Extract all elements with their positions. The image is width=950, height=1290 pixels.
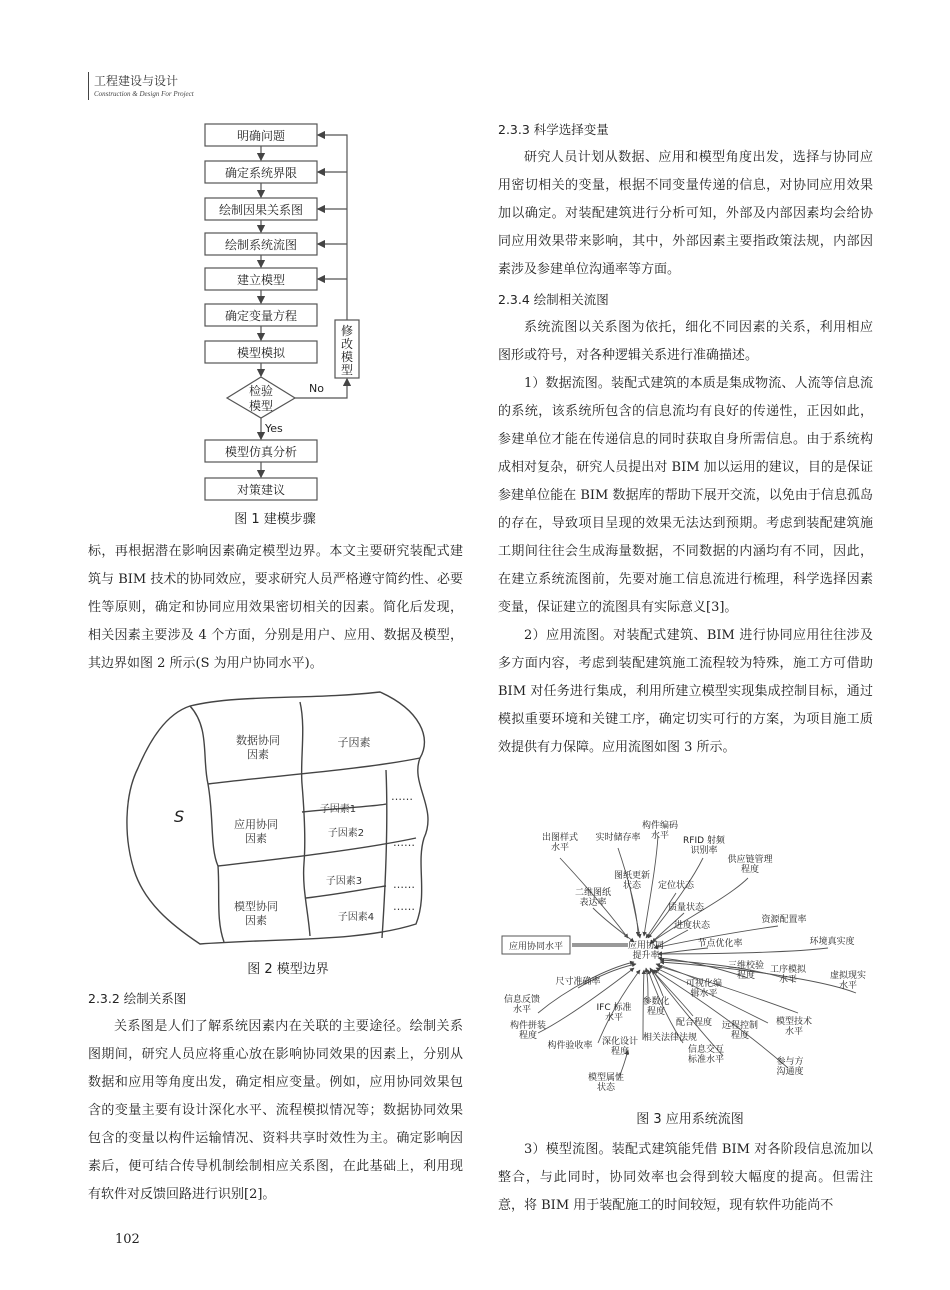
sub-factor-1: 子因素1: [319, 804, 357, 815]
var-label: 表达率: [579, 898, 607, 908]
var-label: 状态: [622, 881, 642, 891]
var-label: 实时储存率: [595, 833, 641, 843]
var-label: RFID 射频: [683, 836, 725, 846]
left-column-text: [88, 538, 463, 678]
var-label: 参数化: [642, 997, 670, 1007]
no-label: No: [309, 382, 324, 395]
var-label: 水平: [604, 1013, 624, 1023]
var-label: 水平: [784, 1027, 804, 1037]
var-label: 进度状态: [673, 921, 711, 931]
step-label: 确定变量方程: [224, 309, 298, 323]
paragraph: 关系图是人们了解系统因素内在关联的主要途径。绘制关系图期间，研究人员应将重心放在影响协同效果的因素上，分别从数据和应用等角度出发，确定相应变量。例如，应用协同效果包含的变量主要有设计深化水平、流程模拟情况等；数据协同效果包含的变量以构件运输情况、资料共享时效性为主。确定影响因素后，便可结合传导机制绘制相应关系图，在此基础上，利用现有软件对反馈回路进行识别[2]。: [88, 1019, 463, 1202]
var-label: 二维图纸: [574, 888, 612, 898]
model-factor-label: 模型协同: [234, 900, 278, 913]
data-factor-label: 数据协同: [236, 734, 280, 747]
dots: ……: [393, 900, 415, 913]
data-factor-label: 因素: [247, 748, 269, 761]
var-label: 构件拼装: [509, 1021, 547, 1031]
step-label: 建立模型: [236, 273, 286, 287]
var-label: 虚拟现实: [829, 971, 867, 981]
figure-3-caption: 图 3 应用系统流图: [636, 1112, 744, 1127]
journal-title: 工程建设与设计: [94, 74, 179, 88]
var-label: 出图样式: [541, 833, 579, 843]
var-label: 参与方: [776, 1057, 804, 1067]
step-label: 模型仿真分析: [224, 445, 298, 459]
model-factor-label: 因素: [245, 914, 267, 927]
var-label: 程度: [740, 865, 760, 875]
var-label: 深化设计: [601, 1037, 639, 1047]
h-divider: [306, 886, 386, 898]
sub-factor-2: 子因素2: [327, 828, 365, 839]
var-label: 辑水平: [690, 989, 718, 999]
right-column-text-end: [498, 1136, 873, 1220]
step-label: 绘制系统流图: [224, 238, 298, 252]
section-heading: 2.3.2 绘制关系图: [88, 991, 187, 1006]
var-label: 相关法律法规: [642, 1033, 698, 1043]
figure-2-boundary: [120, 688, 442, 950]
var-label: 程度: [518, 1031, 538, 1041]
var-label: 模型技术: [775, 1017, 813, 1027]
var-label: 程度: [610, 1047, 630, 1057]
var-label: 模型属性: [587, 1073, 625, 1083]
var-label: 供应链管理: [727, 855, 773, 865]
var-label: 水平: [778, 975, 798, 985]
modify-label: 修: [340, 324, 354, 338]
step-label: 确定系统界限: [224, 166, 298, 180]
figure-1-caption: 图 1 建模步骤: [234, 512, 316, 527]
var-label: 配合程度: [675, 1018, 713, 1028]
step-label: 绘制因果关系图: [218, 203, 304, 217]
var-label: 程度: [646, 1007, 666, 1017]
var-label: 水平: [512, 1005, 532, 1015]
sub-factor-3: 子因素3: [325, 876, 363, 887]
dots: ……: [393, 836, 415, 849]
section-heading: 2.3.3 科学选择变量: [498, 122, 609, 137]
center-node: 应用协同: [627, 941, 665, 951]
var-label: 节点优化率: [697, 939, 743, 949]
modify-label: 改: [340, 337, 354, 351]
decision-label: 模型: [248, 399, 274, 413]
dots: ……: [391, 790, 413, 803]
s-label: S: [174, 807, 185, 826]
paragraph: 研究人员计划从数据、应用和模型角度出发，选择与协同应用密切相关的变量，根据不同变量传递的信息，对协同应用效果加以确定。对装配建筑进行分析可知，外部及内部因素均会给协同应用效果带来影响，其中，外部因素主要指政策法规，内部因素涉及参建单位沟通率等方面。: [498, 150, 873, 277]
var-label: 状态: [596, 1083, 616, 1093]
h-divider: [208, 758, 420, 784]
decision-label: 检验: [248, 384, 274, 398]
var-label: 远程控制: [721, 1021, 759, 1031]
page-number: 102: [115, 1232, 140, 1247]
var-label: 沟通度: [776, 1067, 804, 1077]
modify-label: 型: [340, 363, 354, 377]
paragraph: 2）应用流图。对装配式建筑、BIM 进行协同应用往往涉及多方面内容，考虑到装配建筑施工流程较为特殊，施工方可借助 BIM 对任务进行集成，利用所建立模型实现集成控制目标，通过模拟重要环境和关键工序，确定切实可行的方案，为项目施工质效提供有力保障。应用流图如图 3 所示。: [498, 628, 873, 755]
app-factor-label: 因素: [245, 832, 267, 845]
section-heading: 2.3.4 绘制相关流图: [498, 292, 609, 307]
s-divider: [190, 706, 224, 942]
var-label: 水平: [838, 981, 858, 991]
var-label: 构件验收率: [547, 1041, 593, 1051]
stock-label: 应用协同水平: [508, 942, 564, 952]
var-label: 程度: [736, 971, 756, 981]
header-rule: [88, 72, 89, 100]
inner-divider: [300, 702, 310, 936]
var-label: 工序模拟: [769, 965, 807, 975]
figure-2-caption: 图 2 模型边界: [247, 962, 329, 977]
var-label: 三维校验: [727, 961, 765, 971]
v-divider: [382, 770, 387, 938]
var-label: 资源配置率: [761, 915, 807, 925]
journal-subtitle: Construction & Design For Project: [94, 90, 194, 98]
var-label: 水平: [650, 831, 670, 841]
right-column-text: [498, 116, 873, 762]
center-node: 提升率: [632, 951, 660, 961]
var-label: 程度: [730, 1031, 750, 1041]
yes-label: Yes: [265, 422, 283, 435]
step-label: 明确问题: [236, 129, 286, 143]
var-label: 尺寸准确率: [555, 977, 601, 987]
paragraph: 系统流图以关系图为依托，细化不同因素的关系，利用相应图形或符号，对各种逻辑关系进行准确描述。: [498, 320, 873, 363]
var-label: 信息交互: [687, 1045, 725, 1055]
var-label: 图纸更新: [613, 871, 651, 881]
var-label: 水平: [550, 843, 570, 853]
section-2-3-2: [88, 985, 463, 1209]
sub-factor-label: 子因素: [337, 736, 371, 749]
figure-1-flowchart: [195, 120, 380, 505]
step-label: 对策建议: [236, 483, 286, 497]
var-label: 识别率: [690, 846, 718, 856]
paragraph: 3）模型流图。装配式建筑能凭借 BIM 对各阶段信息流加以整合，与此同时，协同效率也会得到较大幅度的提高。但需注意，将 BIM 用于装配施工的时间较短，现有软件功能尚不: [498, 1142, 873, 1213]
dots: ……: [393, 878, 415, 891]
var-label: IFC 标准: [596, 1003, 632, 1013]
var-label: 质量状态: [667, 903, 705, 913]
paragraph: 1）数据流图。装配式建筑的本质是集成物流、人流等信息流的系统，该系统所包含的信息流均有良好的传递性，正因如此，参建单位才能在传递信息的同时获取自身所需信息。由于系统构成相对复杂，研究人员提出对 BIM 加以运用的建议，目的是保证参建单位能在 BIM 数据库的帮助下展开交流，以免由于信息孤岛的存在，导致项目呈现的效果无法达到预期。考虑到装配建筑施工期间往往会生成海量数据，不同数据的内涵均有不同，因此，在建立系统流图前，先要对施工信息流进行梳理，科学选择因素变量，保证建立的流图具有实际意义[3]。: [498, 376, 873, 615]
step-label: 模型模拟: [236, 346, 286, 360]
var-label: 环境真实度: [809, 937, 855, 947]
paragraph: 标，再根据潜在影响因素确定模型边界。本文主要研究装配式建筑与 BIM 技术的协同效应，要求研究人员严格遵守简约性、必要性等原则，确定和协同应用效果密切相关的因素。简化后发现，相关因素主要涉及 4 个方面，分别是用户、应用、数据及模型，其边界如图 2 所示(S 为用户协同水平)。: [88, 544, 463, 671]
modify-label: 模: [340, 350, 354, 364]
var-label: 构件编码: [641, 821, 679, 831]
var-label: 定位状态: [657, 881, 695, 891]
sub-factor-4: 子因素4: [337, 912, 375, 923]
var-label: 可视化编: [685, 979, 723, 989]
figure-3-flow-diagram: [498, 818, 878, 1100]
app-factor-label: 应用协同: [234, 818, 278, 831]
var-label: 信息反馈: [503, 995, 541, 1005]
var-label: 标准水平: [687, 1055, 725, 1065]
